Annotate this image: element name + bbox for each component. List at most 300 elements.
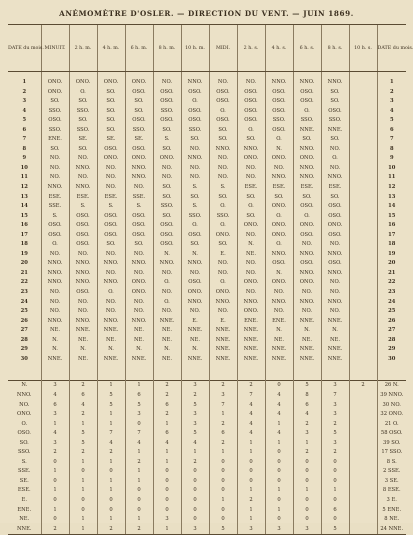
- wind-direction-cell: NO.: [41, 173, 69, 183]
- wind-direction-cell: O.: [69, 88, 97, 98]
- wind-direction-cell: NO.: [153, 173, 181, 183]
- wind-direction-cell: SSO.: [41, 126, 69, 136]
- date-cell: 23: [377, 288, 406, 298]
- count-cell: 1: [97, 515, 125, 525]
- summary-row: [8, 458, 406, 468]
- count-cell: 0: [265, 458, 293, 468]
- table-row: [8, 240, 406, 250]
- direction-total-cell: 39 NNO.: [377, 391, 406, 401]
- wind-direction-cell: N.: [181, 250, 209, 260]
- table-row: [8, 212, 406, 222]
- wind-direction-cell: N.: [125, 345, 153, 355]
- count-cell: 7: [321, 391, 349, 401]
- wind-direction-cell: ONO.: [153, 154, 181, 164]
- spacer-cell: [153, 364, 181, 372]
- wind-direction-table: [8, 24, 413, 535]
- wind-direction-cell: NNO.: [293, 298, 321, 308]
- wind-direction-cell: SSO.: [321, 116, 349, 126]
- wind-direction-cell: N.: [265, 269, 293, 279]
- wind-direction-cell: SO.: [181, 135, 209, 145]
- count-cell: 1: [97, 458, 125, 468]
- count-cell: 4: [181, 439, 209, 449]
- count-cell: 1: [97, 410, 125, 420]
- table-row: [8, 164, 406, 174]
- wind-direction-cell: OSO.: [153, 97, 181, 107]
- page-title: ANÉMOMÈTRE D'OSLER. — DIRECTION DU VENT. — JUIN 1869.: [59, 9, 354, 18]
- wind-direction-cell: NO.: [321, 145, 349, 155]
- wind-direction-cell: SO.: [97, 240, 125, 250]
- wind-direction-cell: NNE.: [237, 326, 265, 336]
- count-cell: 1: [69, 486, 97, 496]
- count-cell: 1: [265, 506, 293, 516]
- wind-direction-cell: O.: [237, 126, 265, 136]
- wind-direction-cell: OSO.: [321, 231, 349, 241]
- date-cell: 18: [20, 241, 28, 248]
- wind-direction-cell: NO.: [69, 154, 97, 164]
- count-cell: 1: [69, 420, 97, 430]
- count-cell: 1: [97, 477, 125, 487]
- wind-direction-cell: NNO.: [321, 269, 349, 279]
- direction-label-cell: O.: [21, 420, 28, 427]
- count-cell: [349, 448, 377, 458]
- wind-direction-cell: SO.: [125, 107, 153, 117]
- wind-direction-cell: NNO.: [41, 269, 69, 279]
- count-cell: 1: [265, 486, 293, 496]
- wind-direction-cell: NNE.: [69, 326, 97, 336]
- date-cell: 13: [377, 193, 406, 203]
- count-cell: 3: [293, 429, 321, 439]
- spacer-cell: [125, 372, 153, 381]
- table-row: [8, 269, 406, 279]
- count-cell: 5: [69, 429, 97, 439]
- count-cell: 0: [265, 515, 293, 525]
- wind-direction-cell: NNO.: [293, 164, 321, 174]
- count-cell: 2: [237, 381, 265, 391]
- spacer-cell: [293, 364, 321, 372]
- direction-total-cell: 39 SO.: [377, 439, 406, 449]
- wind-direction-cell: ENE.: [265, 317, 293, 327]
- wind-direction-cell: OSO.: [321, 212, 349, 222]
- count-cell: 5: [209, 525, 237, 535]
- wind-direction-cell: SO.: [209, 240, 237, 250]
- count-cell: 1: [125, 467, 153, 477]
- wind-direction-cell: NE.: [153, 326, 181, 336]
- wind-direction-cell: N.: [321, 326, 349, 336]
- count-cell: 5: [321, 429, 349, 439]
- spacer-cell: [349, 364, 377, 372]
- direction-label-cell: NE.: [19, 516, 30, 523]
- wind-direction-cell: NO.: [181, 307, 209, 317]
- wind-direction-cell: NNO.: [181, 259, 209, 269]
- count-cell: 0: [209, 458, 237, 468]
- date-cell: 6: [22, 126, 27, 133]
- wind-direction-cell: [349, 240, 377, 250]
- wind-direction-cell: NNE.: [265, 355, 293, 365]
- wind-direction-cell: NO.: [237, 288, 265, 298]
- wind-direction-cell: O.: [321, 154, 349, 164]
- date-column-header: DATE du mois.: [377, 25, 406, 72]
- count-cell: 6: [41, 401, 69, 411]
- wind-direction-cell: NO.: [41, 164, 69, 174]
- count-cell: 4: [237, 401, 265, 411]
- wind-direction-cell: O.: [153, 278, 181, 288]
- direction-label-cell: SSO.: [17, 449, 31, 456]
- count-cell: 0: [181, 467, 209, 477]
- wind-direction-cell: ESE.: [41, 193, 69, 203]
- date-cell: 4: [377, 107, 406, 117]
- wind-direction-cell: [349, 298, 377, 308]
- count-cell: 3: [181, 381, 209, 391]
- count-cell: 1: [97, 381, 125, 391]
- wind-direction-cell: NO.: [321, 288, 349, 298]
- wind-direction-cell: ONO.: [125, 288, 153, 298]
- wind-direction-cell: N.: [97, 345, 125, 355]
- table-row: [8, 202, 406, 212]
- count-cell: 3: [321, 381, 349, 391]
- wind-direction-cell: OSO.: [97, 231, 125, 241]
- date-cell: 26: [377, 317, 406, 327]
- count-cell: 0: [293, 496, 321, 506]
- spacer-cell: [265, 372, 293, 381]
- count-cell: 0: [153, 486, 181, 496]
- wind-direction-cell: S.: [181, 183, 209, 193]
- count-cell: 4: [237, 420, 265, 430]
- count-cell: 4: [265, 429, 293, 439]
- direction-total-cell: 58 OSO.: [377, 429, 406, 439]
- direction-total-cell: 21 O.: [377, 420, 406, 430]
- wind-direction-cell: [349, 88, 377, 98]
- count-cell: 3: [321, 410, 349, 420]
- wind-direction-cell: NO.: [321, 164, 349, 174]
- count-cell: 1: [41, 506, 69, 516]
- wind-direction-cell: O.: [265, 135, 293, 145]
- wind-direction-cell: ONO.: [209, 231, 237, 241]
- count-cell: 0: [237, 467, 265, 477]
- wind-direction-cell: SO.: [209, 126, 237, 136]
- spacer-cell: [265, 364, 293, 372]
- date-cell: 9: [377, 154, 406, 164]
- date-cell: 24: [20, 298, 28, 305]
- wind-direction-cell: SO.: [97, 107, 125, 117]
- count-cell: 0: [97, 496, 125, 506]
- spacer-cell: [69, 364, 97, 372]
- wind-direction-cell: [349, 164, 377, 174]
- wind-direction-cell: [349, 250, 377, 260]
- summary-row: [8, 439, 406, 449]
- wind-direction-cell: NNO.: [125, 164, 153, 174]
- wind-direction-cell: NNE.: [265, 345, 293, 355]
- date-cell: 13: [20, 193, 28, 200]
- wind-direction-cell: O.: [41, 240, 69, 250]
- wind-direction-cell: NO.: [209, 164, 237, 174]
- date-cell: 8: [377, 145, 406, 155]
- date-column-header: DATE du mois.: [8, 25, 41, 72]
- wind-direction-cell: ONO.: [265, 221, 293, 231]
- wind-direction-cell: E.: [209, 317, 237, 327]
- date-cell: 15: [377, 212, 406, 222]
- wind-direction-cell: NE.: [181, 336, 209, 346]
- spacer-cell: [209, 372, 237, 381]
- table-row: [8, 307, 406, 317]
- count-cell: 0: [125, 506, 153, 516]
- wind-direction-cell: NO.: [209, 173, 237, 183]
- date-cell: 1: [377, 78, 406, 88]
- wind-direction-cell: NE.: [237, 250, 265, 260]
- wind-direction-cell: SO.: [153, 145, 181, 155]
- wind-direction-cell: NO.: [293, 307, 321, 317]
- wind-direction-cell: O.: [209, 278, 237, 288]
- wind-direction-cell: OSO.: [293, 97, 321, 107]
- count-cell: 5: [69, 439, 97, 449]
- wind-direction-cell: SO.: [41, 97, 69, 107]
- wind-direction-cell: NO.: [41, 307, 69, 317]
- wind-direction-cell: NNE.: [97, 326, 125, 336]
- wind-direction-cell: ESE.: [265, 183, 293, 193]
- direction-label-cell: NNE.: [8, 525, 41, 535]
- direction-total-cell: 17 SSO.: [377, 448, 406, 458]
- date-cell: 14: [377, 202, 406, 212]
- date-cell: 14: [20, 203, 28, 210]
- wind-direction-cell: NO.: [125, 269, 153, 279]
- count-cell: 1: [321, 486, 349, 496]
- wind-direction-cell: O.: [265, 240, 293, 250]
- wind-direction-cell: SO.: [97, 126, 125, 136]
- wind-direction-cell: NNE.: [41, 355, 69, 365]
- count-cell: 2: [321, 420, 349, 430]
- hour-column-header: 2 h. m.: [69, 25, 97, 72]
- wind-direction-cell: SO.: [321, 135, 349, 145]
- count-cell: [349, 525, 377, 535]
- count-cell: 0: [125, 486, 153, 496]
- wind-direction-cell: OSO.: [265, 126, 293, 136]
- wind-direction-cell: N.: [237, 240, 265, 250]
- wind-direction-cell: OSO.: [321, 202, 349, 212]
- count-cell: 0: [293, 477, 321, 487]
- wind-direction-cell: [349, 231, 377, 241]
- wind-direction-cell: NO.: [41, 250, 69, 260]
- count-cell: 0: [181, 515, 209, 525]
- count-cell: 1: [125, 515, 153, 525]
- count-cell: 0: [321, 467, 349, 477]
- count-cell: 2: [209, 420, 237, 430]
- wind-direction-cell: N.: [153, 345, 181, 355]
- wind-direction-cell: OSO.: [153, 221, 181, 231]
- wind-direction-cell: NO.: [69, 298, 97, 308]
- wind-direction-cell: NO.: [97, 164, 125, 174]
- table-row: [8, 298, 406, 308]
- wind-direction-cell: S.: [69, 202, 97, 212]
- count-cell: 6: [153, 429, 181, 439]
- wind-direction-cell: NNO.: [97, 259, 125, 269]
- wind-direction-cell: NNE.: [237, 336, 265, 346]
- wind-direction-cell: OSO.: [125, 221, 153, 231]
- wind-direction-cell: NO.: [321, 307, 349, 317]
- summary-row: [8, 525, 406, 535]
- direction-label-cell: NO.: [19, 401, 30, 408]
- count-cell: 2: [125, 458, 153, 468]
- date-cell: 10: [377, 164, 406, 174]
- count-cell: 3: [293, 525, 321, 535]
- wind-direction-cell: OSO.: [69, 240, 97, 250]
- wind-direction-cell: SO.: [237, 212, 265, 222]
- count-cell: 0: [69, 496, 97, 506]
- wind-direction-cell: [349, 336, 377, 346]
- wind-direction-cell: [349, 126, 377, 136]
- wind-direction-cell: NNE.: [209, 326, 237, 336]
- count-cell: 1: [153, 458, 181, 468]
- wind-direction-cell: NO.: [181, 145, 209, 155]
- date-cell: 3: [377, 97, 406, 107]
- wind-direction-cell: [349, 154, 377, 164]
- wind-direction-cell: OSO.: [293, 259, 321, 269]
- date-cell: 3: [22, 98, 27, 105]
- summary-row: [8, 467, 406, 477]
- wind-direction-cell: NO.: [125, 183, 153, 193]
- wind-direction-cell: ONO.: [41, 88, 69, 98]
- wind-direction-cell: NNO.: [293, 250, 321, 260]
- count-cell: 1: [209, 448, 237, 458]
- count-cell: 0: [293, 458, 321, 468]
- wind-direction-cell: OSO.: [237, 116, 265, 126]
- summary-row: [8, 420, 406, 430]
- date-cell: 29: [377, 345, 406, 355]
- direction-label-cell: ONO.: [17, 411, 32, 418]
- wind-direction-cell: OSO.: [125, 231, 153, 241]
- count-cell: [349, 506, 377, 516]
- wind-direction-cell: NNO.: [321, 173, 349, 183]
- wind-direction-cell: ONO.: [265, 154, 293, 164]
- wind-direction-cell: NNO.: [181, 298, 209, 308]
- summary-row: [8, 515, 406, 525]
- direction-label-cell: NNO.: [16, 391, 32, 398]
- wind-direction-cell: NNE.: [321, 126, 349, 136]
- wind-direction-cell: OSO.: [153, 88, 181, 98]
- count-cell: 0: [293, 506, 321, 516]
- count-cell: [349, 429, 377, 439]
- count-cell: 0: [265, 477, 293, 487]
- spacer-cell: [41, 372, 69, 381]
- count-cell: 2: [293, 448, 321, 458]
- wind-direction-cell: OSO.: [209, 116, 237, 126]
- wind-direction-cell: E.: [181, 317, 209, 327]
- wind-direction-cell: NNE.: [321, 317, 349, 327]
- wind-direction-cell: ONO.: [41, 78, 69, 88]
- count-cell: 4: [265, 401, 293, 411]
- count-cell: [349, 515, 377, 525]
- wind-direction-cell: NNO.: [69, 164, 97, 174]
- wind-direction-cell: NE.: [69, 336, 97, 346]
- table-row: [8, 135, 406, 145]
- direction-label-cell: ESE.: [17, 487, 31, 494]
- direction-total-cell: 26 N.: [377, 381, 406, 391]
- wind-direction-cell: NNE.: [293, 355, 321, 365]
- spacer-cell: [181, 364, 209, 372]
- direction-label-cell: OSO.: [17, 430, 31, 437]
- wind-direction-cell: NNE.: [209, 336, 237, 346]
- hour-column-header: 4 h. s.: [265, 25, 293, 72]
- summary-row: [8, 410, 406, 420]
- count-cell: 1: [237, 515, 265, 525]
- wind-direction-cell: SO.: [125, 240, 153, 250]
- wind-direction-cell: [349, 326, 377, 336]
- count-cell: 1: [153, 448, 181, 458]
- count-cell: 0: [41, 496, 69, 506]
- count-cell: 1: [153, 420, 181, 430]
- summary-row: [8, 448, 406, 458]
- spacer-cell: [209, 364, 237, 372]
- table-body: [8, 72, 406, 535]
- wind-direction-cell: NNO.: [69, 183, 97, 193]
- wind-direction-cell: NNO.: [293, 78, 321, 88]
- table-row: [8, 78, 406, 88]
- wind-direction-cell: NO.: [153, 78, 181, 88]
- date-cell: 25: [20, 308, 28, 315]
- wind-direction-cell: NNE.: [237, 345, 265, 355]
- count-cell: 0: [69, 467, 97, 477]
- spacer-cell: [97, 364, 125, 372]
- count-cell: 0: [41, 477, 69, 487]
- count-cell: 0: [237, 477, 265, 487]
- wind-direction-cell: S.: [209, 183, 237, 193]
- table-row: [8, 183, 406, 193]
- count-cell: 4: [265, 391, 293, 401]
- count-cell: 0: [321, 458, 349, 468]
- wind-direction-cell: NNO.: [97, 317, 125, 327]
- wind-direction-cell: [349, 212, 377, 222]
- wind-direction-cell: SO.: [321, 88, 349, 98]
- direction-total-cell: 8 NE.: [377, 515, 406, 525]
- wind-direction-cell: OSO.: [41, 221, 69, 231]
- date-cell: 16: [377, 221, 406, 231]
- count-cell: 7: [97, 429, 125, 439]
- count-cell: 1: [181, 448, 209, 458]
- wind-direction-cell: NNE.: [209, 345, 237, 355]
- date-cell: 2: [22, 88, 27, 95]
- wind-direction-cell: NO.: [153, 288, 181, 298]
- wind-direction-cell: ONO.: [265, 202, 293, 212]
- date-cell: 5: [22, 117, 27, 124]
- wind-direction-cell: NO.: [181, 173, 209, 183]
- date-cell: 19: [377, 250, 406, 260]
- wind-direction-cell: OSO.: [181, 116, 209, 126]
- wind-direction-cell: NNE.: [97, 355, 125, 365]
- wind-direction-cell: NO.: [153, 164, 181, 174]
- count-cell: 2: [209, 439, 237, 449]
- wind-direction-cell: ONO.: [293, 221, 321, 231]
- wind-direction-cell: NO.: [41, 288, 69, 298]
- count-cell: 8: [293, 391, 321, 401]
- wind-direction-cell: [349, 355, 377, 365]
- direction-label-cell: SE.: [19, 477, 29, 484]
- date-cell: 29: [20, 346, 28, 353]
- table-row: [8, 355, 406, 365]
- wind-direction-cell: [349, 202, 377, 212]
- wind-direction-cell: NO.: [265, 307, 293, 317]
- spacer-cell: [153, 372, 181, 381]
- wind-direction-cell: NNE.: [181, 326, 209, 336]
- count-cell: 1: [237, 448, 265, 458]
- wind-direction-cell: N.: [41, 336, 69, 346]
- table-row: [8, 154, 406, 164]
- wind-direction-cell: NO.: [153, 269, 181, 279]
- table-row: [8, 259, 406, 269]
- wind-direction-cell: OSO.: [41, 231, 69, 241]
- count-cell: 7: [237, 391, 265, 401]
- wind-direction-cell: NNO.: [181, 78, 209, 88]
- wind-direction-cell: SO.: [265, 193, 293, 203]
- wind-direction-cell: NO.: [69, 250, 97, 260]
- count-cell: 0: [321, 477, 349, 487]
